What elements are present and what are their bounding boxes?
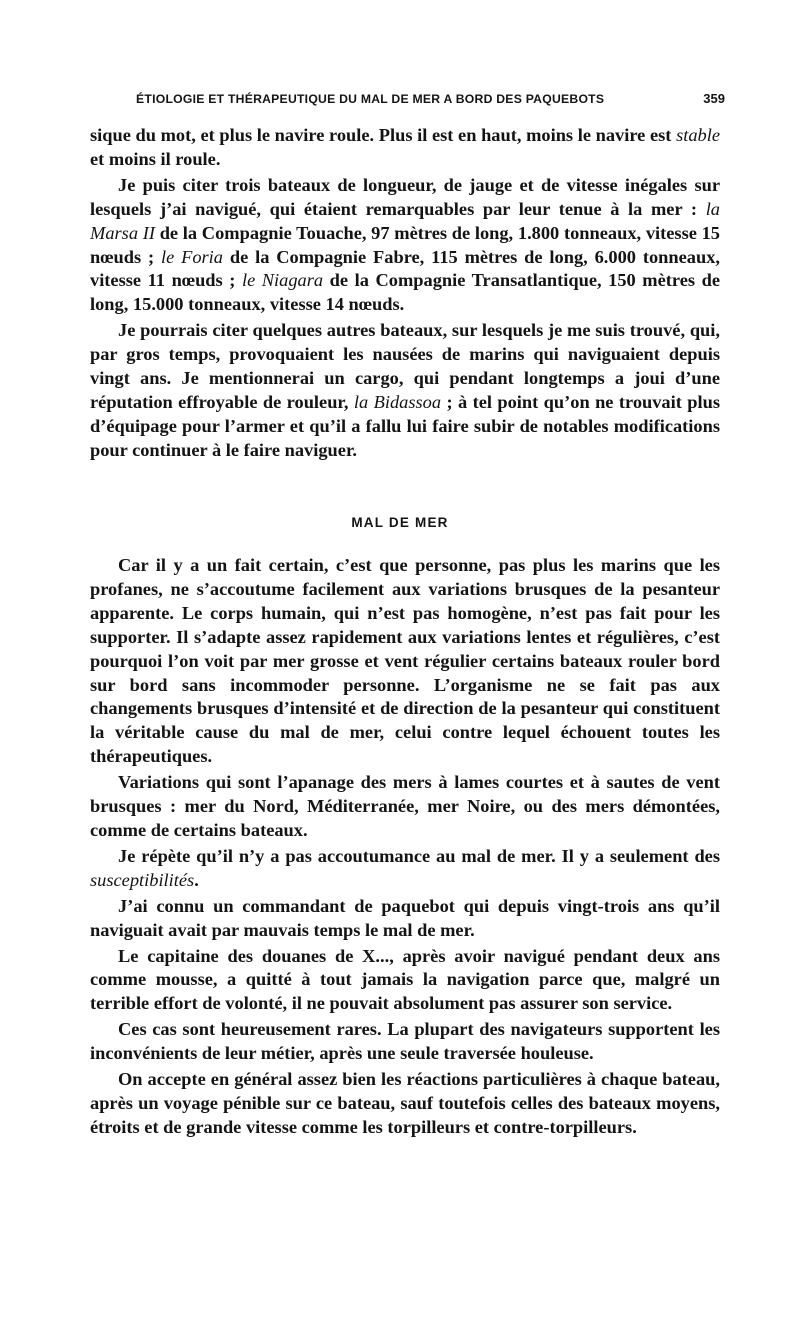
text-run: de la Compagnie Transatlantique, 150 mètres de long, 15.000 tonneaux, vitesse 14 nœuds. xyxy=(90,270,721,315)
text-run: Je pourrais citer quelques autres bateaux, sur lesquels je me suis trouvé, qui, par gros temps, provoquaient les nausées de marins qui naviguaient depuis vingt ans. Je mentionnerai un cargo, qui pendant longtemps a joui d’une réputation effroyable de rouleur, xyxy=(90,320,720,412)
paragraph: Le capitaine des douanes de X..., après avoir navigué pendant deux ans comme mousse, a quitté à tout jamais la navigation parce que, malgré un terrible effort de volonté, il ne pouvait absolument pas assurer son service. xyxy=(90,945,720,1014)
paragraph: Car il y a un fait certain, c’est que personne, pas plus les marins que les profanes, ne s’accoutume facilement aux variations brusques de la pesanteur apparente. Le corps humain, qui n’est pas homogène, n’est pas fait pour les supporter. Il s’adapte assez rapidement aux variations lentes et régulières, c’est pourquoi l’on voit par mer grosse et vent régulier certains bateaux rouler bord sur bord sans incommoder personne. L’organisme ne se fait pas aux changements brusques d’intensité et de direction de la pesanteur qui constituent la véritable cause du mal de mer, celui contre lequel échouent toutes les thérapeutiques. xyxy=(90,555,720,767)
italic-term: stable xyxy=(676,125,720,145)
body-text-section xyxy=(90,554,720,1140)
paragraph: On accepte en général assez bien les réactions particulières à chaque bateau, après un voyage pénible sur ce bateau, sauf toutefois celles des bateaux moyens, étroits et de grande vitesse comme les torpilleurs et contre-torpilleurs. xyxy=(90,1069,720,1137)
paragraph: J’ai connu un commandant de paquebot qui depuis vingt-trois ans qu’il naviguait avait par mauvais temps le mal de mer. xyxy=(90,895,720,940)
paragraph-continued xyxy=(90,124,720,172)
ship-name-foria: le Foria xyxy=(160,246,223,267)
paragraph: Ces cas sont heureusement rares. La plupart des navigateurs supportent les inconvénients de leur métier, après une seule traversée houleuse. xyxy=(90,1019,720,1064)
text-run: . xyxy=(194,869,199,890)
text-run: ; à tel point qu’on ne trouvait plus d’équipage pour l’armer et qu’il a fallu lui faire subir de notables modifications pour continuer à le faire naviguer. xyxy=(90,391,720,460)
running-head xyxy=(90,88,725,110)
ship-name-marsa: la Marsa II xyxy=(90,198,720,243)
running-title: ÉTIOLOGIE ET THÉRAPEUTIQUE DU MAL DE MER A BORD DES PAQUEBOTS xyxy=(136,92,605,106)
text-run: de la Compagnie Fabre, 115 mètres de long, 6.000 tonneaux, vitesse 11 nœuds ; xyxy=(90,246,720,291)
paragraph xyxy=(90,845,720,893)
section-title: MAL DE MER xyxy=(351,515,449,530)
ship-name-bidassoa: la Bidassoa xyxy=(353,391,442,412)
text-run: Je répète qu’il n’y a pas accoutumance au mal de mer. Il y a seulement des xyxy=(118,845,720,866)
ship-name-niagara: le Niagara xyxy=(241,270,324,291)
text-run: et moins il roule. xyxy=(90,148,221,169)
italic-term: susceptibilités xyxy=(90,869,195,890)
text-run: Je puis citer trois bateaux de longueur, de jauge et de vitesse inégales sur lesquels j’ai navigué, qui étaient remarquables par leur tenue à la mer : xyxy=(90,174,720,219)
paragraph-ship-examples xyxy=(90,174,720,317)
paragraph: Variations qui sont l’apanage des mers à lames courtes et à sautes de vent brusques : mer du Nord, Méditerranée, mer Noire, ou des mers démontées, comme de certains bateaux. xyxy=(90,772,720,840)
text-run: de la Compagnie Touache, 97 mètres de long, 1.800 tonneaux, vitesse 15 nœuds ; xyxy=(90,222,720,267)
paragraph-cargo xyxy=(90,319,720,462)
body-text-top xyxy=(90,124,720,463)
text-run: sique du mot, et plus le navire roule. Plus il est en haut, moins le navire est xyxy=(90,125,677,145)
page-number: 359 xyxy=(703,91,725,106)
